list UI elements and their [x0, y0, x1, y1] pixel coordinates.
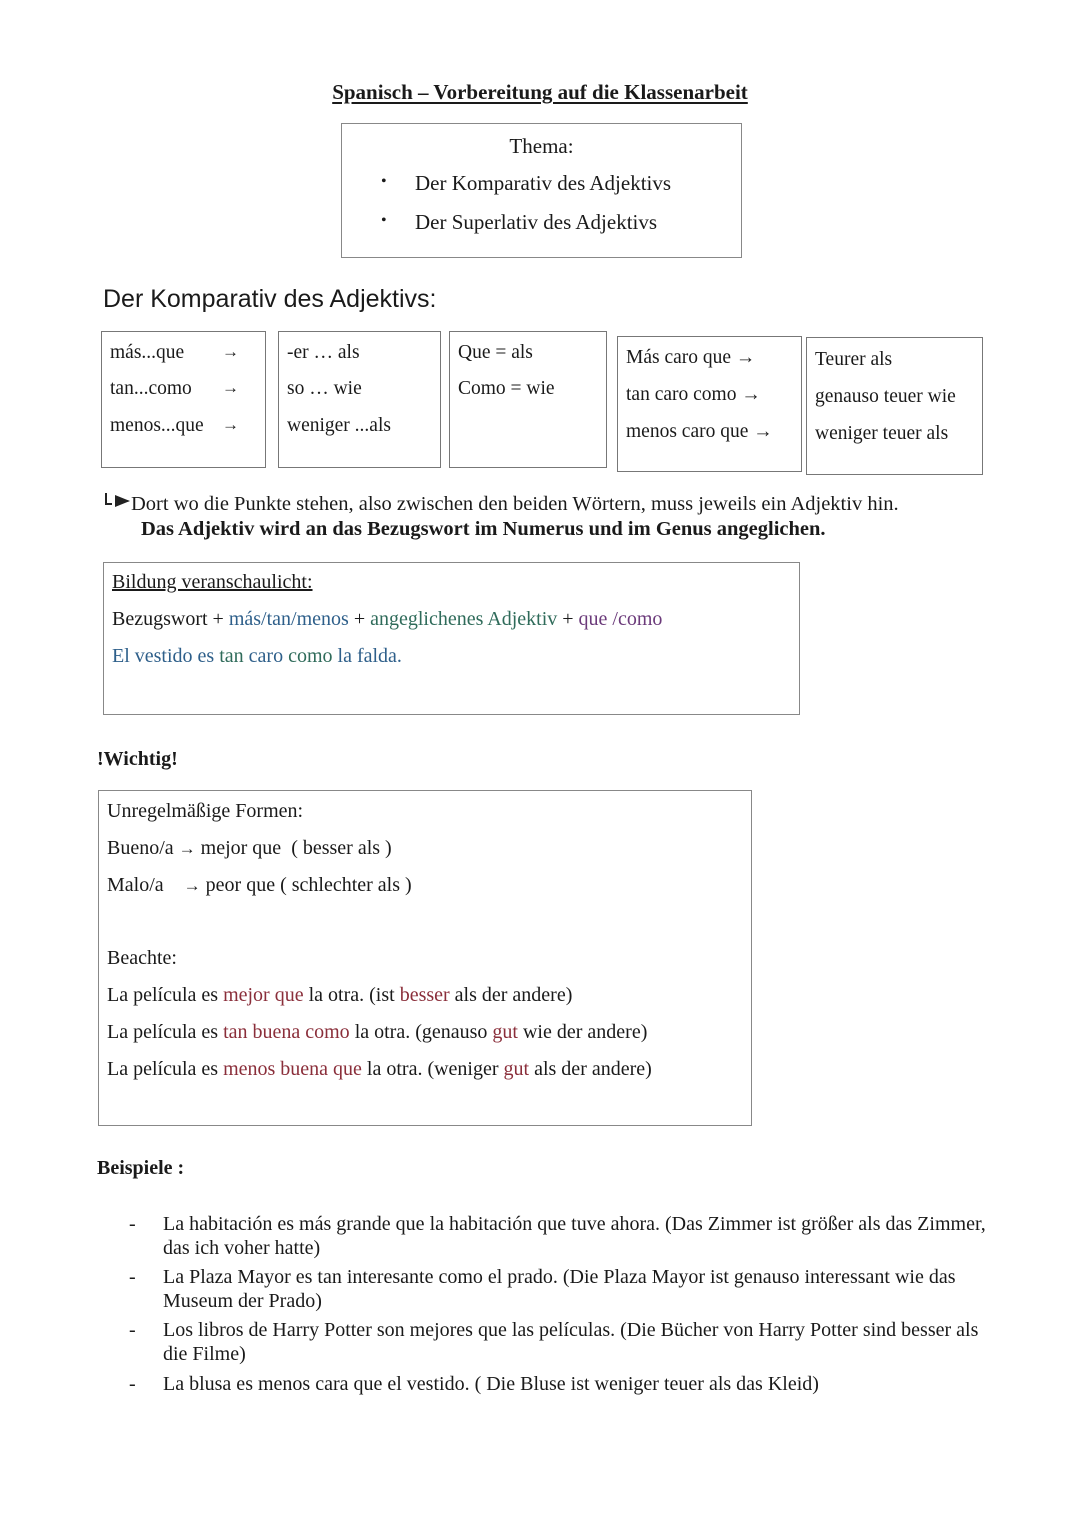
topic-item: • Der Komparativ des Adjektivs: [415, 171, 671, 196]
example-item: - La Plaza Mayor es tan interesante como el prado. (Die Plaza Mayor ist genauso interessant wie das Museum der Prado): [163, 1265, 993, 1313]
bildung-box: [103, 562, 800, 715]
page-title: Spanisch – Vorbereitung auf die Klassenarbeit: [332, 80, 748, 104]
comparison-box-example-de: [806, 337, 983, 475]
arrow-bullet-icon: [103, 492, 131, 515]
arrow-right-icon: →: [178, 839, 196, 858]
example-item: - La blusa es menos cara que el vestido. ( Die Bluse ist weniger teuer als das Kleid): [163, 1372, 993, 1396]
example-item: - Los libros de Harry Potter son mejores que las películas. (Die Bücher von Harry Potter sind besser als die Filme): [163, 1318, 993, 1366]
box-line: Teurer als: [815, 349, 893, 370]
note-line: Dort wo die Punkte stehen, also zwischen den beiden Wörtern, muss jeweils ein Adjektiv hin.: [103, 492, 899, 516]
comparison-box-translation: [449, 331, 607, 468]
example-item: - La habitación es más grande que la habitación que tuve ahora. (Das Zimmer ist größer als das Zimmer, das ich voher hatte): [163, 1212, 993, 1260]
box-line: Como = wie: [458, 378, 555, 399]
topic-heading: Thema:: [509, 134, 574, 158]
beispiele-label: Beispiele :: [97, 1157, 185, 1179]
box-line: tan caro como →: [626, 384, 761, 405]
irregular-form: Bueno/a → mejor que ( besser als ): [107, 837, 392, 859]
box-line: so … wie: [287, 378, 362, 399]
bildung-heading: Bildung veranschaulicht:: [112, 571, 313, 593]
box-line: tan...como: [110, 378, 192, 399]
wichtig-box: [98, 790, 752, 1126]
box-line: -er … als: [287, 342, 360, 363]
arrow-right-icon: →: [222, 378, 239, 397]
arrow-right-icon: →: [222, 415, 239, 434]
box-line: weniger ...als: [287, 415, 391, 436]
arrow-right-icon: →: [183, 876, 201, 895]
box-line: Que = als: [458, 342, 533, 363]
bildung-formula: Bezugswort + más/tan/menos + angeglichenes Adjektiv + que /como: [112, 608, 663, 630]
irregular-form: Malo/a → peor que ( schlechter als ): [107, 874, 412, 896]
comparison-box-example-es: [617, 336, 802, 472]
comparison-box-german: [278, 331, 441, 468]
box-line: Más caro que →: [626, 347, 756, 368]
irregular-heading: Unregelmäßige Formen:: [107, 800, 304, 822]
box-line: menos caro que →: [626, 421, 773, 442]
arrow-right-icon: →: [222, 342, 239, 361]
beachte-sentence: La película es mejor que la otra. (ist besser als der andere): [107, 984, 573, 1006]
comparison-box-spanish: [101, 331, 266, 468]
topic-box: [341, 123, 742, 258]
beachte-heading: Beachte:: [107, 947, 177, 969]
section-heading-komparativ: Der Komparativ des Adjektivs:: [103, 285, 437, 313]
box-line: genauso teuer wie: [815, 386, 956, 407]
beachte-sentence: La película es tan buena como la otra. (genauso gut wie der andere): [107, 1021, 648, 1043]
box-line: menos...que: [110, 415, 204, 436]
box-line: más...que: [110, 342, 185, 363]
topic-item: • Der Superlativ des Adjektivs: [415, 210, 657, 235]
note-rule: Das Adjektiv wird an das Bezugswort im Numerus und im Genus angeglichen.: [141, 518, 826, 540]
box-line: weniger teuer als: [815, 423, 949, 444]
wichtig-label: !Wichtig!: [97, 748, 178, 770]
bildung-example: El vestido es tan caro como la falda.: [112, 645, 402, 667]
beachte-sentence: La película es menos buena que la otra. (weniger gut als der andere): [107, 1058, 652, 1080]
